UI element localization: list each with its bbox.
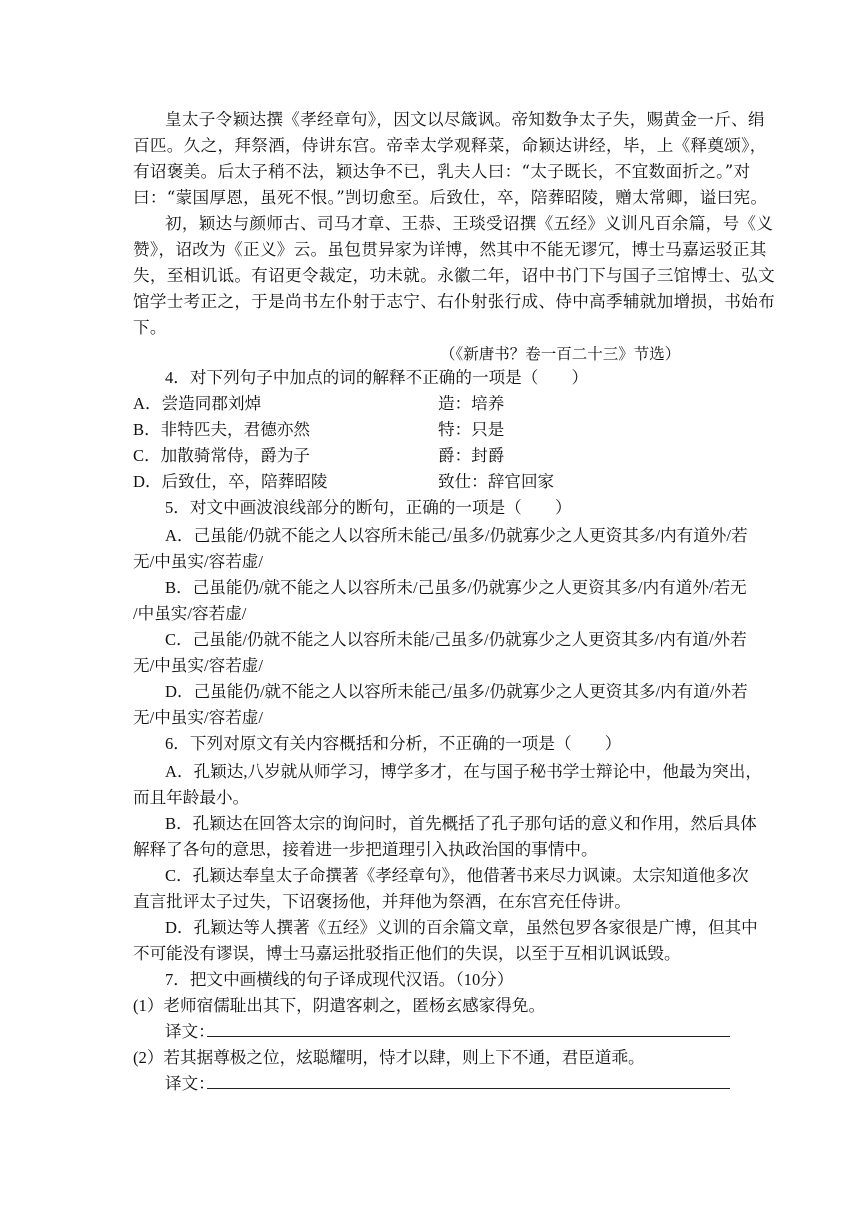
q7-answer-label-2: 译文： (165, 1074, 215, 1093)
q6-line-5: C．孔颖达奉皇太子命撰著《孝经章句》，他借著书来尽力讽谏。太宗知道他多次 (165, 866, 749, 885)
passage-p1-line-2: 百匹。久之，拜祭酒，侍讲东宫。帝幸太学观释菜，命颖达讲经，毕，上《释奠颂》， (133, 136, 767, 155)
passage-p1-line-4: 曰：“蒙国厚恩，虽死不恨。”剀切愈至。后致仕，卒，陪葬昭陵，赠太常卿，谥曰宪。 (133, 188, 768, 207)
passage-p1-line-1: 皇太子令颖达撰《孝经章句》，因文以尽箴讽。帝知数争太子失，赐黄金一斤、绢 (165, 110, 765, 129)
passage-p2-line-4: 馆学士考正之，于是尚书左仆射于志宁、右仆射张行成、侍中高季辅就加增损，书始布 (133, 292, 775, 311)
q5-line-1: A．己虽能/仍就不能之人以容所未能己/虽多/仍就寡少之人更资其多/内有道外/若 (165, 526, 748, 545)
passage-p2-line-5: 下。 (133, 318, 167, 337)
q7-sentence-1: (1）老师宿儒耻出其下，阴遣客刺之，匿杨玄感家得免。 (133, 996, 546, 1015)
q5-stem: 5．对文中画波浪线部分的断句，正确的一项是（ ） (165, 498, 572, 517)
q5-line-3: B．己虽能仍/就不能之人以容所未/己虽多/仍就寡少之人更资其多/内有道外/若无 (165, 578, 747, 597)
q6-line-8: 不可能没有谬误，博士马嘉运批驳指正他们的失误，以至于互相讥讽诋毁。 (133, 944, 681, 963)
q7-answer-label-1: 译文： (165, 1022, 215, 1041)
q4-stem: 4．对下列句子中加点的词的解释不正确的一项是（ ） (165, 368, 589, 387)
q4-option-d-text: D．后致仕，卒，陪葬昭陵 (133, 472, 328, 491)
q5-line-5: C．己虽能/仍就不能之人以容所未能/己虽多/仍就寡少之人更资其多/内有道/外若 (165, 630, 747, 649)
q5-line-6: 无/中虽实/容若虚/ (133, 656, 263, 675)
q7-sentence-2: (2）若其据尊极之位，炫聪耀明，恃才以肆，则上下不通，君臣道乖。 (133, 1048, 645, 1067)
q6-line-1: A．孔颖达,八岁就从师学习，博学多才，在与国子秘书学士辩论中，他最为突出， (165, 762, 762, 781)
passage-p1-line-3: 有诏褒美。后太子稍不法，颖达争不已，乳夫人曰：“太子既长，不宜数面折之。”对 (133, 162, 751, 181)
q4-option-c (133, 443, 733, 469)
q5-line-2: 无/中虽实/容若虚/ (133, 552, 263, 571)
q4-option-d-answer: 致仕：辞官回家 (438, 472, 555, 491)
q4-option-a (133, 391, 733, 417)
q5-line-7: D．己虽能仍/就不能之人以容所未能己/虽多/仍就寡少之人更资其多/内有道/外若 (165, 682, 748, 701)
q4-option-d (133, 469, 733, 495)
q4-option-b (133, 417, 733, 443)
q6-line-6: 直言批评太子过失，下诏褒扬他，并拜他为祭酒，在东宫充任侍讲。 (133, 892, 631, 911)
q5-line-4: /中虽实/容若虚/ (133, 604, 247, 623)
q4-option-c-answer: 爵：封爵 (438, 446, 505, 465)
q6-line-2: 而且年龄最小。 (133, 788, 250, 807)
passage-source: （《新唐书？卷一百二十三》节选） (440, 345, 681, 363)
passage-p2-line-3: 失，至相讥诋。有诏更令裁定，功未就。永徽二年，诏中书门下与国子三馆博士、弘文 (133, 266, 775, 285)
passage-p2-line-1: 初，颖达与颜师古、司马才章、王恭、王琰受诏撰《五经》义训凡百余篇，号《义 (165, 214, 774, 233)
q4-option-b-text: B．非特匹夫，君德亦然 (133, 420, 311, 439)
q7-answer-line-2[interactable] (207, 1088, 730, 1089)
q6-line-3: B．孔颖达在回答太宗的询问时，首先概括了孔子那句话的意义和作用，然后具体 (165, 814, 757, 833)
q5-line-8: 无/中虽实/容若虚/ (133, 708, 263, 727)
q7-stem: 7．把文中画横线的句子译成现代汉语。（10分） (165, 970, 514, 989)
q4-option-c-text: C．加散骑常侍，爵为子 (133, 446, 311, 465)
q7-answer-line-1[interactable] (207, 1036, 730, 1037)
q4-option-a-text: A．尝造同郡刘焯 (133, 394, 262, 413)
passage-p2-line-2: 赞》，诏改为《正义》云。虽包贯异家为详博，然其中不能无谬冗，博士马嘉运驳正其 (133, 240, 767, 259)
q4-option-a-answer: 造：培养 (438, 394, 505, 413)
q6-line-4: 解释了各句的意思，接着进一步把道理引入执政治国的事情中。 (133, 840, 598, 859)
q4-option-b-answer: 特：只是 (438, 420, 505, 439)
q6-stem: 6．下列对原文有关内容概括和分析，不正确的一项是（ ） (165, 734, 622, 753)
q6-line-7: D．孔颖达等人撰著《五经》义训的百余篇文章，虽然包罗各家很是广博，但其中 (165, 918, 758, 937)
